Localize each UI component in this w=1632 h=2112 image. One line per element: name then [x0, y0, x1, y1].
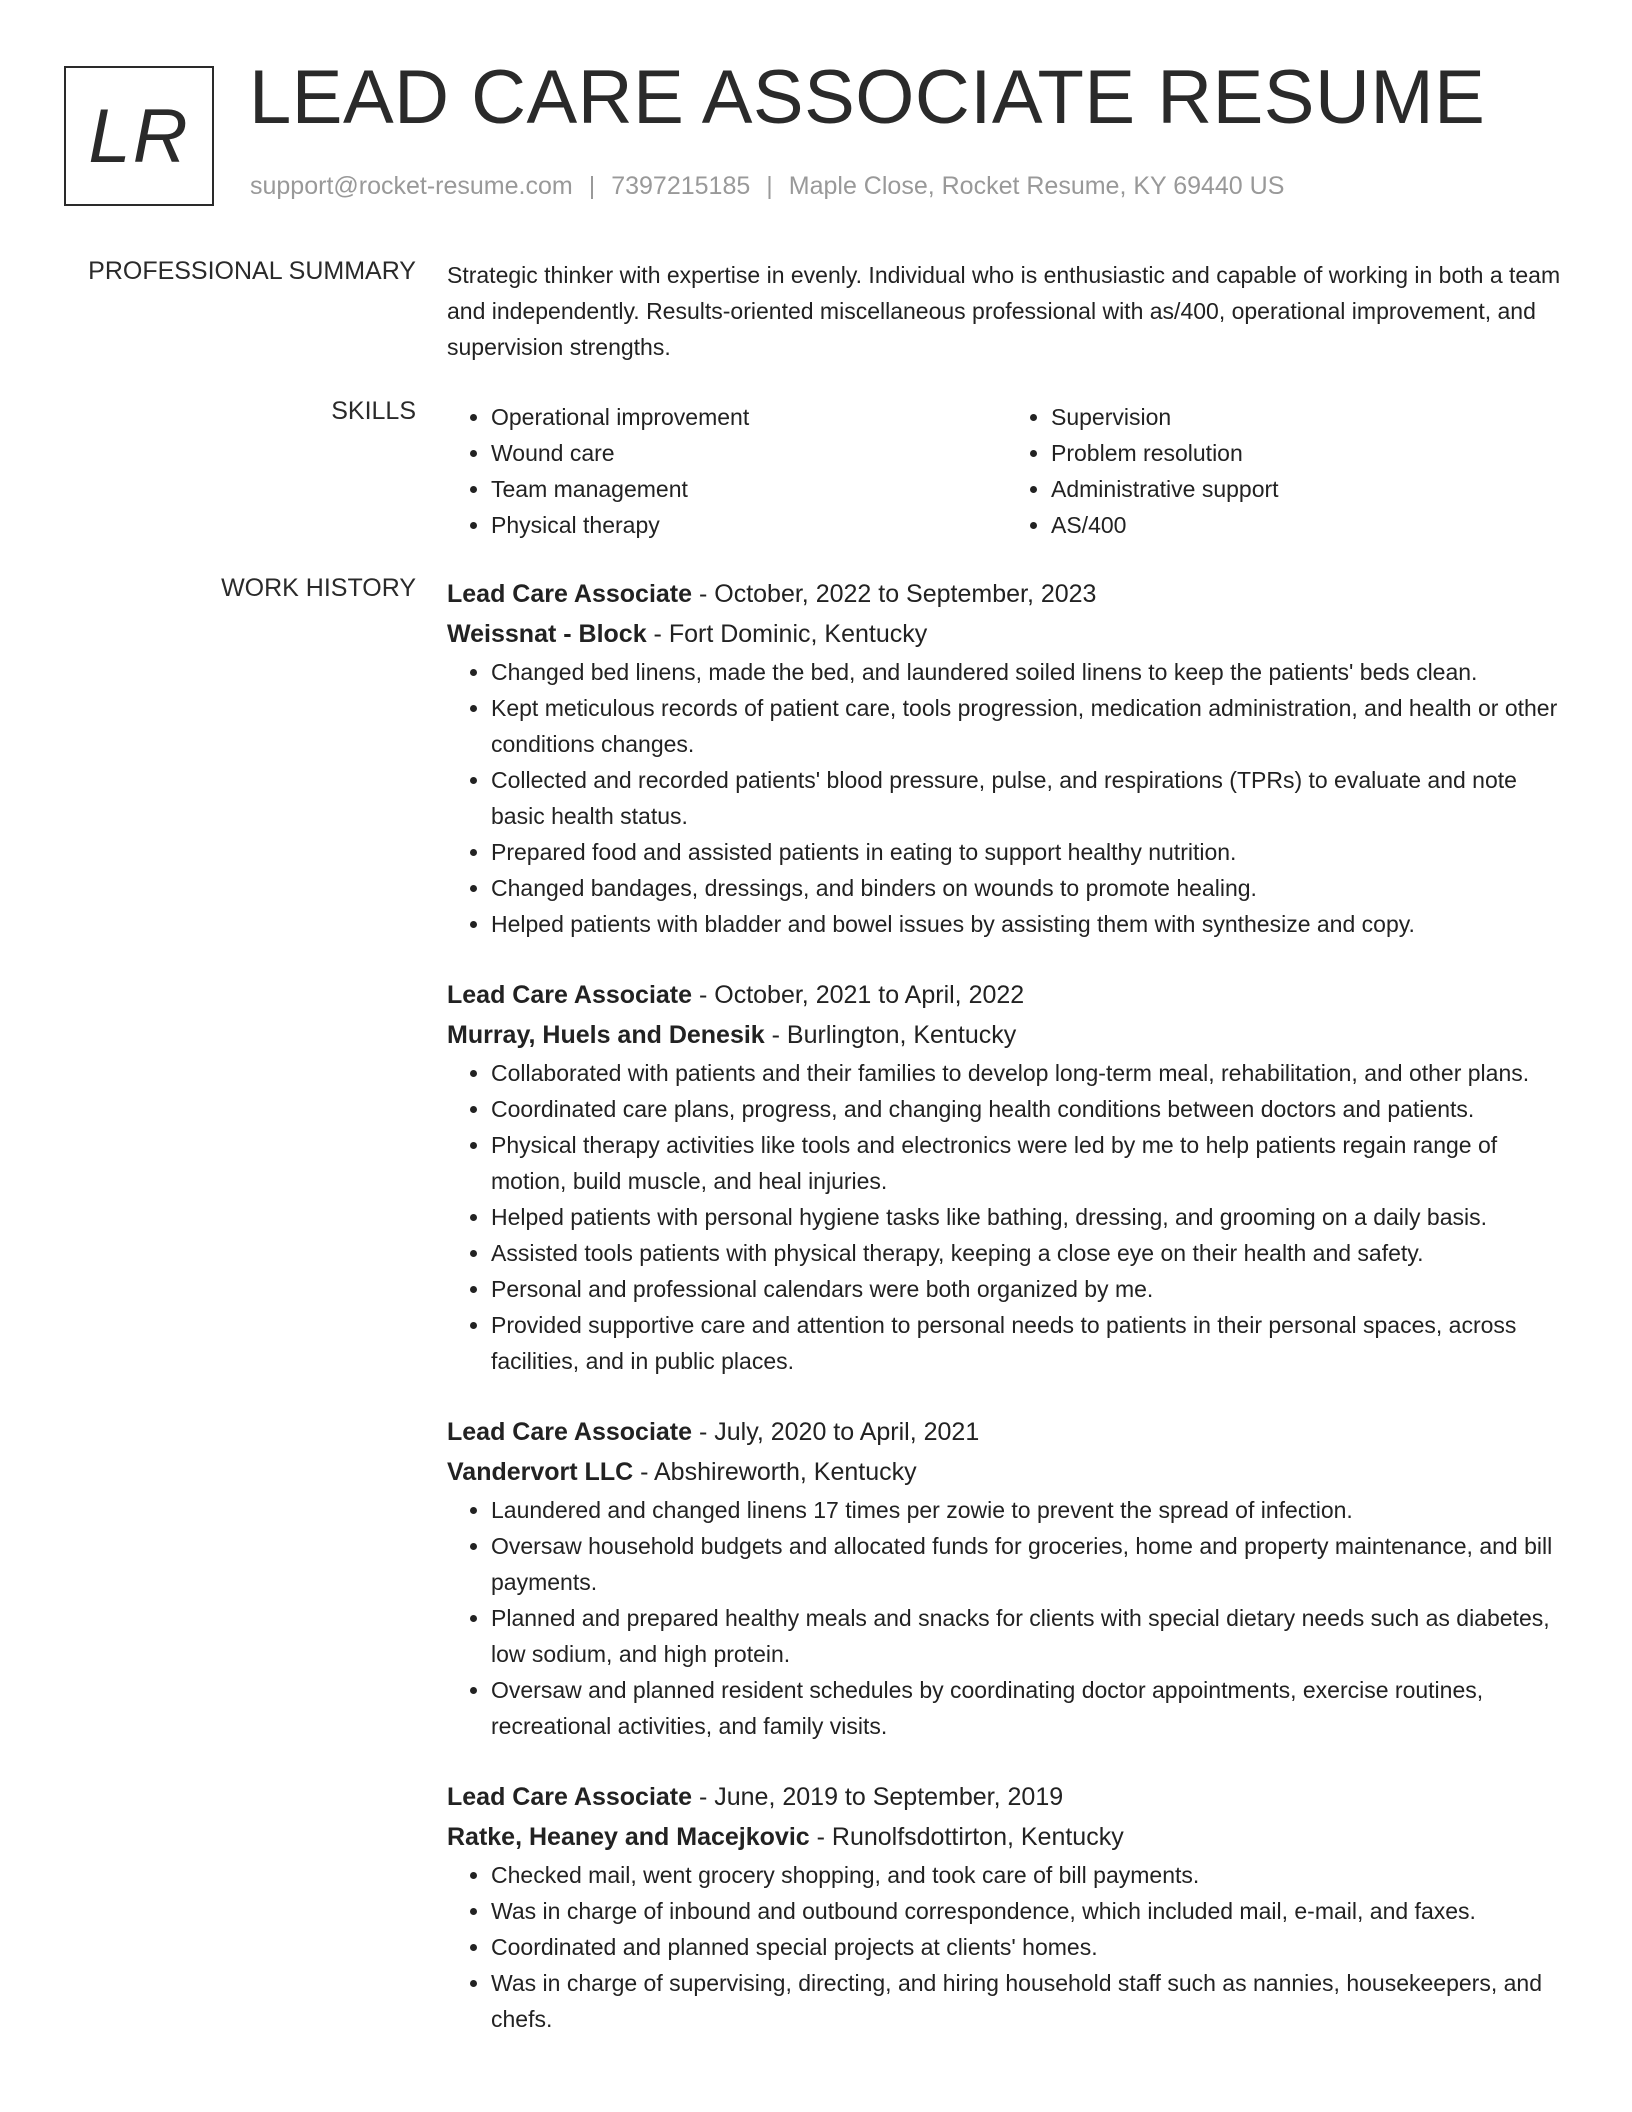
- job-company: Ratke, Heaney and Macejkovic: [447, 1823, 810, 1851]
- job-company-line: [447, 1015, 1567, 1055]
- job-bullet: • Laundered and changed linens 17 times per zowie to prevent the spread of infection.: [491, 1492, 1567, 1528]
- job-bullet: • Checked mail, went grocery shopping, and took care of bill payments.: [491, 1857, 1567, 1893]
- job-bullet: • Kept meticulous records of patient care, tools progression, medication administration, and health or other conditions changes.: [491, 690, 1567, 762]
- skill-item: • Physical therapy: [491, 507, 1007, 543]
- job-bullet: • Collected and recorded patients' blood pressure, pulse, and respirations (TPRs) to evaluate and note basic health status.: [491, 762, 1567, 834]
- job-bullet: • Was in charge of supervising, directing, and hiring household staff such as nannies, housekeepers, and chefs.: [491, 1965, 1567, 2037]
- skill-item: • Operational improvement: [491, 399, 1007, 435]
- job-dates: - October, 2021 to April, 2022: [692, 981, 1025, 1009]
- job-bullet: • Provided supportive care and attention to personal needs to patients in their personal spaces, across facilities, and in public places.: [491, 1307, 1567, 1379]
- job-bullet: • Changed bed linens, made the bed, and laundered soiled linens to keep the patients' beds clean.: [491, 654, 1567, 690]
- skills-section-label: SKILLS: [331, 397, 416, 425]
- job-bullet: • Physical therapy activities like tools and electronics were led by me to help patients regain range of motion, build muscle, and heal injuries.: [491, 1127, 1567, 1199]
- job-bullet-list: [447, 1857, 1567, 2037]
- job-entry: [447, 574, 1567, 942]
- summary-section-label: PROFESSIONAL SUMMARY: [88, 257, 416, 285]
- summary-section: [447, 257, 1567, 365]
- job-title: Lead Care Associate: [447, 1783, 693, 1811]
- skills-list-right: [1007, 399, 1567, 543]
- job-bullet: • Helped patients with personal hygiene tasks like bathing, dressing, and grooming on a daily basis.: [491, 1199, 1567, 1235]
- contact-address: Maple Close, Rocket Resume, KY 69440 US: [788, 172, 1285, 200]
- skills-list-left: [447, 399, 1007, 543]
- job-dates: - July, 2020 to April, 2021: [692, 1418, 980, 1446]
- job-company-line: [447, 1452, 1567, 1492]
- job-bullet: • Was in charge of inbound and outbound correspondence, which included mail, e-mail, and faxes.: [491, 1893, 1567, 1929]
- job-entry: [447, 975, 1567, 1379]
- job-bullet: • Prepared food and assisted patients in eating to support healthy nutrition.: [491, 834, 1567, 870]
- contact-separator: |: [766, 172, 773, 200]
- job-location: - Burlington, Kentucky: [764, 1021, 1017, 1049]
- contact-separator: |: [588, 172, 596, 200]
- job-title-line: [447, 574, 1567, 614]
- skill-item: • Wound care: [491, 435, 1007, 471]
- job-company: Murray, Huels and Denesik: [447, 1021, 765, 1049]
- work-history-section: [447, 574, 1567, 2070]
- job-title-line: [447, 1777, 1567, 1817]
- job-title-line: [447, 975, 1567, 1015]
- job-location: - Fort Dominic, Kentucky: [646, 620, 928, 648]
- contact-phone: 7397215185: [611, 172, 751, 200]
- job-company: Vandervort LLC: [447, 1458, 634, 1486]
- job-entry: [447, 1777, 1567, 2037]
- skill-item: • Problem resolution: [1051, 435, 1567, 471]
- job-company: Weissnat - Block: [447, 620, 647, 648]
- job-dates: - June, 2019 to September, 2019: [692, 1783, 1064, 1811]
- job-bullet: • Helped patients with bladder and bowel issues by assisting them with synthesize and copy.: [491, 906, 1567, 942]
- job-dates: - October, 2022 to September, 2023: [692, 580, 1097, 608]
- summary-text: Strategic thinker with expertise in evenly. Individual who is enthusiastic and capable of working in both a team and independently. Results-oriented miscellaneous professional with as/400, operational improvement, and supervision strengths.: [447, 262, 1561, 360]
- job-bullet: • Coordinated care plans, progress, and changing health conditions between doctors and patients.: [491, 1091, 1567, 1127]
- job-bullet-list: [447, 654, 1567, 942]
- job-title: Lead Care Associate: [447, 981, 693, 1009]
- job-title: Lead Care Associate: [447, 1418, 693, 1446]
- job-bullet: • Collaborated with patients and their families to develop long-term meal, rehabilitation, and other plans.: [491, 1055, 1567, 1091]
- job-bullet: • Changed bandages, dressings, and binders on wounds to promote healing.: [491, 870, 1567, 906]
- job-bullet-list: [447, 1492, 1567, 1744]
- job-location: - Runolfsdottirton, Kentucky: [809, 1823, 1124, 1851]
- skill-item: • Administrative support: [1051, 471, 1567, 507]
- contact-email: support@rocket-resume.com: [250, 172, 573, 200]
- skill-item: • AS/400: [1051, 507, 1567, 543]
- work-history-section-label: WORK HISTORY: [221, 574, 416, 602]
- job-company-line: [447, 614, 1567, 654]
- job-bullet: • Coordinated and planned special projects at clients' homes.: [491, 1929, 1567, 1965]
- job-title: Lead Care Associate: [447, 580, 693, 608]
- skill-item: • Supervision: [1051, 399, 1567, 435]
- job-bullet: • Oversaw and planned resident schedules by coordinating doctor appointments, exercise routines, recreational activities, and family visits.: [491, 1672, 1567, 1744]
- job-bullet: • Planned and prepared healthy meals and snacks for clients with special dietary needs such as diabetes, low sodium, and high protein.: [491, 1600, 1567, 1672]
- skills-section: [447, 399, 1567, 543]
- job-title-line: [447, 1412, 1567, 1452]
- page-title: LEAD CARE ASSOCIATE RESUME: [249, 55, 1486, 140]
- job-bullet: • Personal and professional calendars were both organized by me.: [491, 1271, 1567, 1307]
- job-bullet: • Assisted tools patients with physical therapy, keeping a close eye on their health and safety.: [491, 1235, 1567, 1271]
- job-location: - Abshireworth, Kentucky: [633, 1458, 917, 1486]
- monogram-logo: LR: [64, 66, 214, 206]
- job-entry: [447, 1412, 1567, 1744]
- job-bullet-list: [447, 1055, 1567, 1379]
- contact-line: [250, 172, 1284, 201]
- job-company-line: [447, 1817, 1567, 1857]
- job-bullet: • Oversaw household budgets and allocated funds for groceries, home and property maintenance, and bill payments.: [491, 1528, 1567, 1600]
- skill-item: • Team management: [491, 471, 1007, 507]
